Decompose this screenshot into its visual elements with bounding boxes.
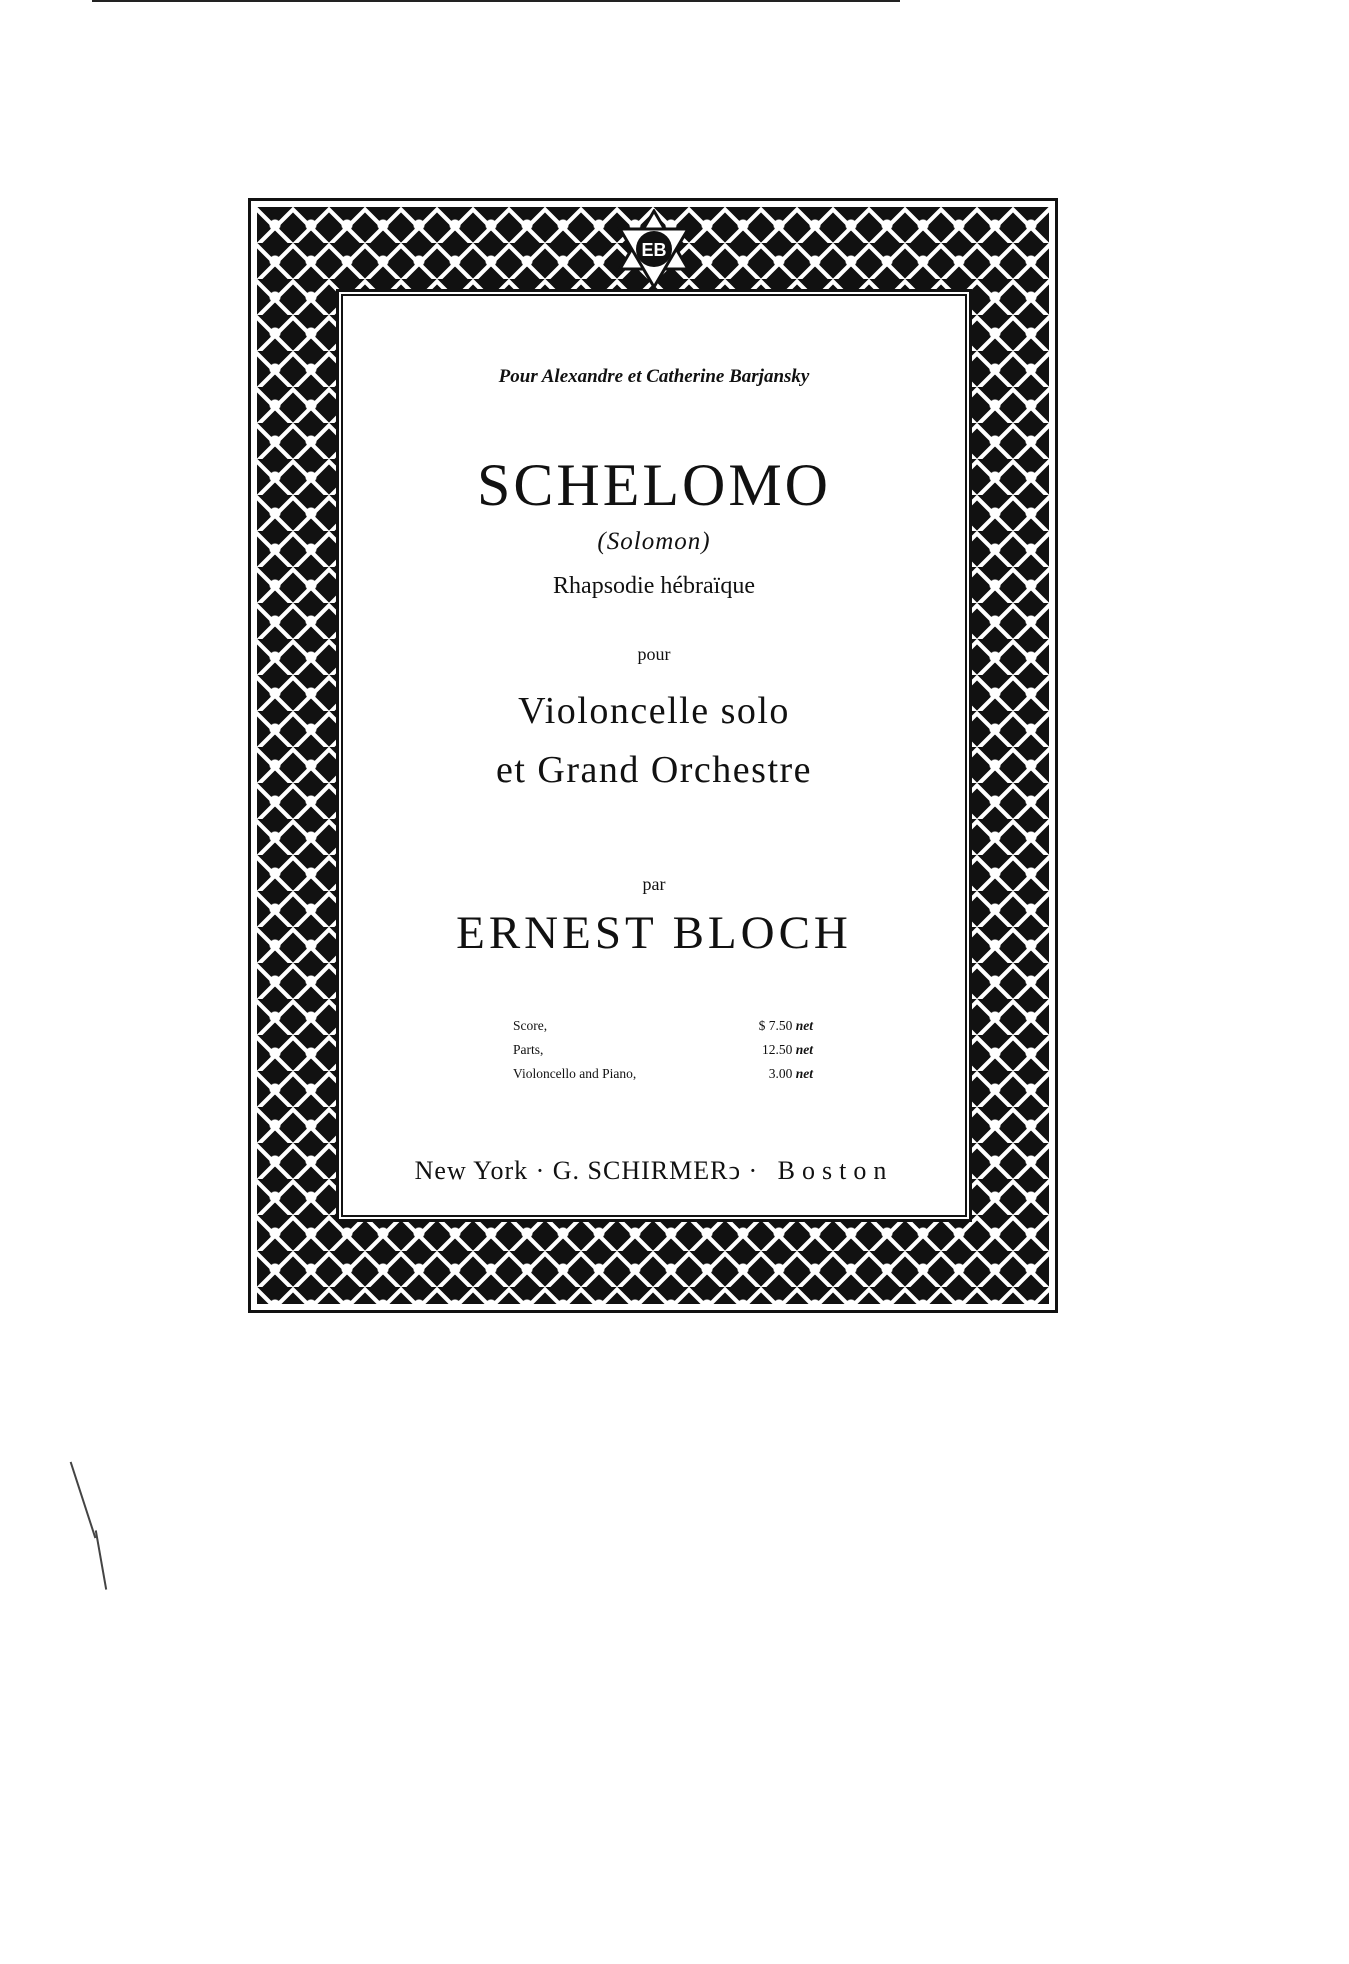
par-label: par <box>642 874 666 894</box>
price-row <box>513 1066 813 1090</box>
ornamental-border <box>248 198 1058 1313</box>
scan-mark <box>95 1530 107 1589</box>
title-panel <box>341 294 967 1217</box>
work-genre: Rhapsodie hébraïque <box>553 573 755 599</box>
dedication: Pour Alexandre et Catherine Barjansky <box>498 366 810 387</box>
scan-mark <box>70 1462 97 1539</box>
pour-label: pour <box>637 644 671 664</box>
publisher-line <box>343 1156 965 1186</box>
composer-name: ERNEST BLOCH <box>456 907 852 959</box>
price-value: $ 7.50 net <box>758 1018 813 1033</box>
publisher-right: · Boston <box>748 1156 894 1185</box>
eb-monogram-star-icon <box>614 209 694 289</box>
scan-top-line <box>92 0 900 2</box>
price-item: Violoncello and Piano, <box>513 1066 637 1081</box>
price-row <box>513 1018 813 1042</box>
price-value: 12.50 net <box>761 1042 813 1057</box>
work-title: SCHELOMO <box>476 452 832 518</box>
instrumentation-line-1: Violoncelle solo <box>518 690 790 732</box>
work-subtitle: (Solomon) <box>597 528 711 555</box>
price-item: Score, <box>513 1018 548 1033</box>
publisher-left: New York · G. SCHIRMER <box>414 1156 729 1185</box>
price-row <box>513 1042 813 1066</box>
price-list <box>513 1018 813 1090</box>
price-value: 3.00 net <box>768 1066 813 1081</box>
schirmer-flourish-icon: ↄ <box>728 1156 742 1185</box>
monogram-text: EB <box>641 240 667 260</box>
instrumentation-line-2: et Grand Orchestre <box>495 749 813 791</box>
price-item: Parts, <box>513 1042 544 1057</box>
